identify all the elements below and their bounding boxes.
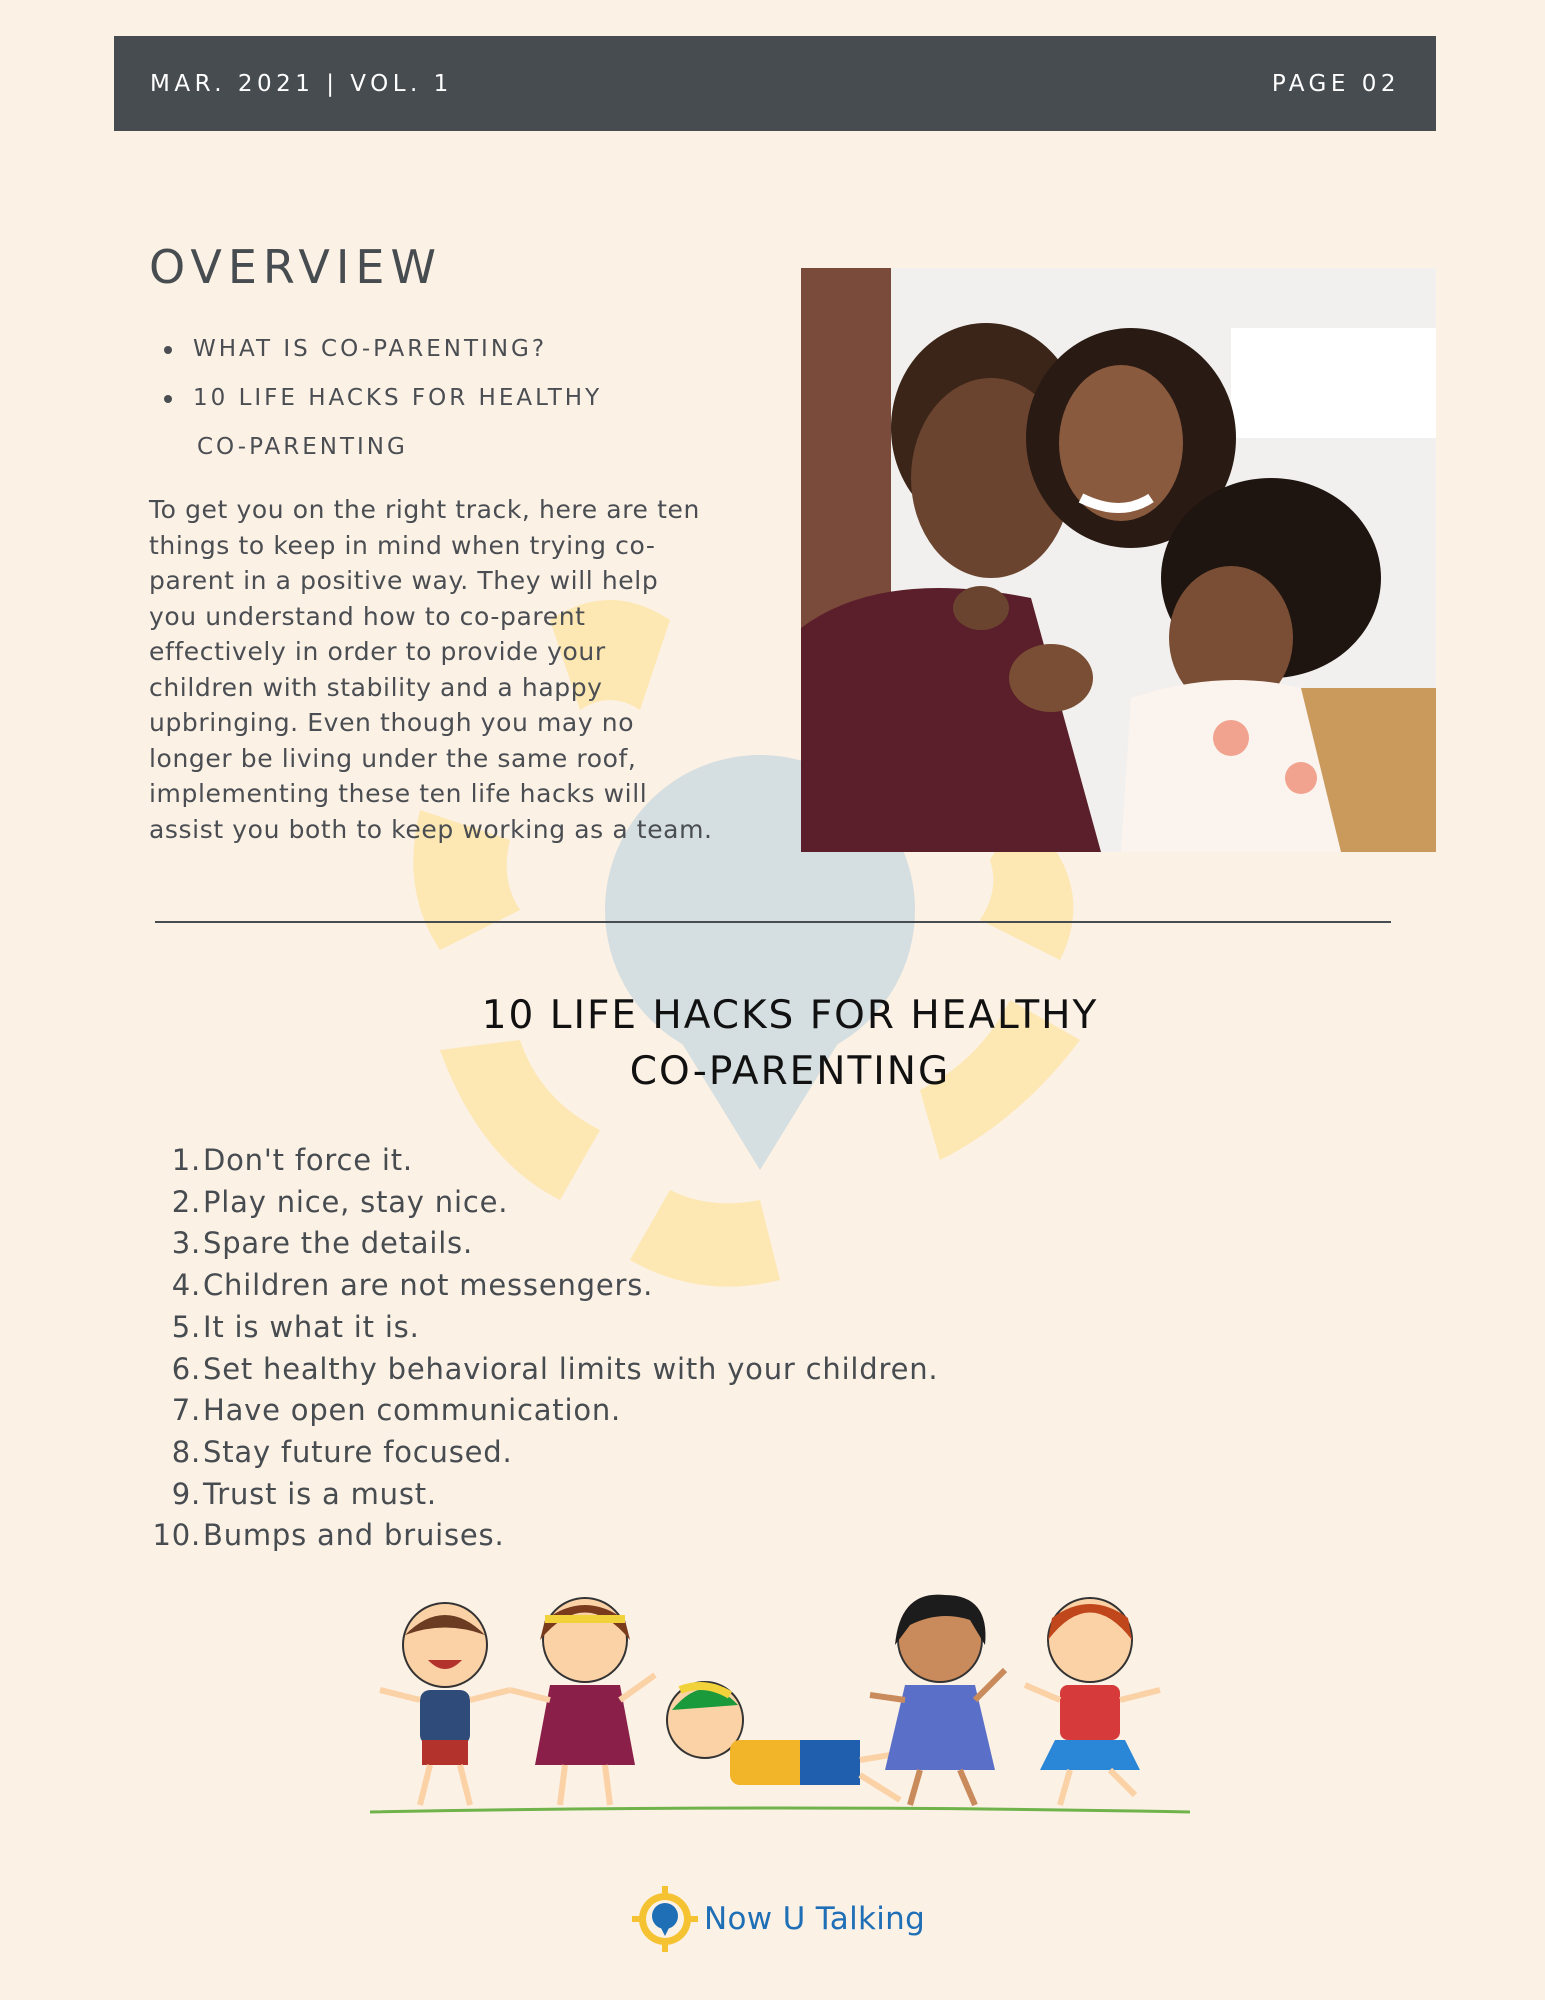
- list-item-text: Bumps and bruises.: [203, 1518, 505, 1553]
- overview-title: OVERVIEW: [149, 240, 442, 294]
- section-divider: [155, 921, 1391, 923]
- intro-paragraph: [149, 492, 749, 847]
- footer-logo: [632, 1886, 925, 1952]
- list-item: [140, 1265, 938, 1307]
- list-item-text: Have open communication.: [203, 1393, 622, 1428]
- list-item-number: 4.: [171, 1268, 201, 1303]
- intro-line: implementing these ten life hacks will: [149, 779, 648, 808]
- list-item-text: Children are not messengers.: [203, 1268, 654, 1303]
- list-item: [140, 1432, 938, 1474]
- intro-line: you understand how to co-parent: [149, 601, 586, 631]
- list-item-number: 3.: [171, 1226, 201, 1261]
- list-item-text: Set healthy behavioral limits with your children.: [203, 1351, 939, 1386]
- list-item-text: Spare the details.: [203, 1226, 473, 1261]
- list-item-number: 9.: [171, 1476, 201, 1511]
- logo-text: Now U Talking: [704, 1901, 926, 1937]
- overview-item-text-continued: CO-PARENTING: [197, 434, 408, 460]
- list-item: [140, 1182, 938, 1224]
- list-item-text: Play nice, stay nice.: [203, 1184, 509, 1219]
- list-item-number: 5.: [171, 1309, 201, 1344]
- intro-line: To get you on the right track, here are ten: [149, 495, 700, 524]
- intro-line: assist you both to keep working as a team.: [149, 814, 713, 844]
- issue-date: MAR. 2021 | VOL. 1: [150, 70, 453, 97]
- hacks-title-line: CO-PARENTING: [629, 1049, 951, 1094]
- page-number: PAGE 02: [1271, 70, 1400, 97]
- hacks-title: [300, 988, 1280, 1100]
- kid-figure: [380, 1603, 510, 1805]
- intro-line: things to keep in mind when trying co-: [149, 530, 656, 560]
- list-item: [140, 1515, 938, 1557]
- overview-item-text: WHAT IS CO-PARENTING?: [193, 336, 548, 362]
- list-item-number: 6.: [171, 1351, 201, 1386]
- list-item-number: 1.: [171, 1143, 201, 1177]
- overview-item: [149, 325, 709, 374]
- kid-figure: [1025, 1598, 1160, 1805]
- list-item-number: 10.: [152, 1518, 201, 1553]
- list-item-text: Trust is a must.: [203, 1476, 437, 1511]
- kid-figure: [510, 1598, 655, 1805]
- list-item: [140, 1140, 938, 1182]
- kids-illustration: [360, 1590, 1200, 1830]
- header-bar: [114, 36, 1436, 131]
- list-item-number: 8.: [171, 1434, 201, 1469]
- intro-line: upbringing. Even though you may no: [149, 708, 635, 737]
- list-item: [140, 1307, 938, 1349]
- kid-figure: [870, 1595, 1005, 1805]
- overview-item-text: 10 LIFE HACKS FOR HEALTHY: [193, 385, 603, 411]
- sun-speech-bubble-logo-icon: [632, 1886, 698, 1952]
- intro-line: longer be living under the same roof,: [149, 743, 637, 773]
- list-item: [140, 1223, 938, 1265]
- intro-line: parent in a positive way. They will help: [149, 566, 659, 595]
- hacks-list: [140, 1140, 938, 1557]
- list-item: [140, 1349, 938, 1391]
- list-item-text: It is what it is.: [203, 1309, 420, 1344]
- list-item-number: 2.: [171, 1184, 201, 1219]
- overview-list: [149, 325, 709, 472]
- hacks-title-line: 10 LIFE HACKS FOR HEALTHY: [481, 993, 1099, 1038]
- intro-line: children with stability and a happy: [149, 672, 603, 702]
- overview-item: [149, 374, 709, 472]
- list-item-text: Stay future focused.: [203, 1434, 513, 1469]
- family-photo: [801, 268, 1436, 852]
- list-item-text: Don't force it.: [203, 1143, 413, 1177]
- list-item: [140, 1474, 938, 1516]
- list-item: [140, 1390, 938, 1432]
- intro-line: effectively in order to provide your: [149, 637, 606, 666]
- list-item-number: 7.: [171, 1393, 201, 1428]
